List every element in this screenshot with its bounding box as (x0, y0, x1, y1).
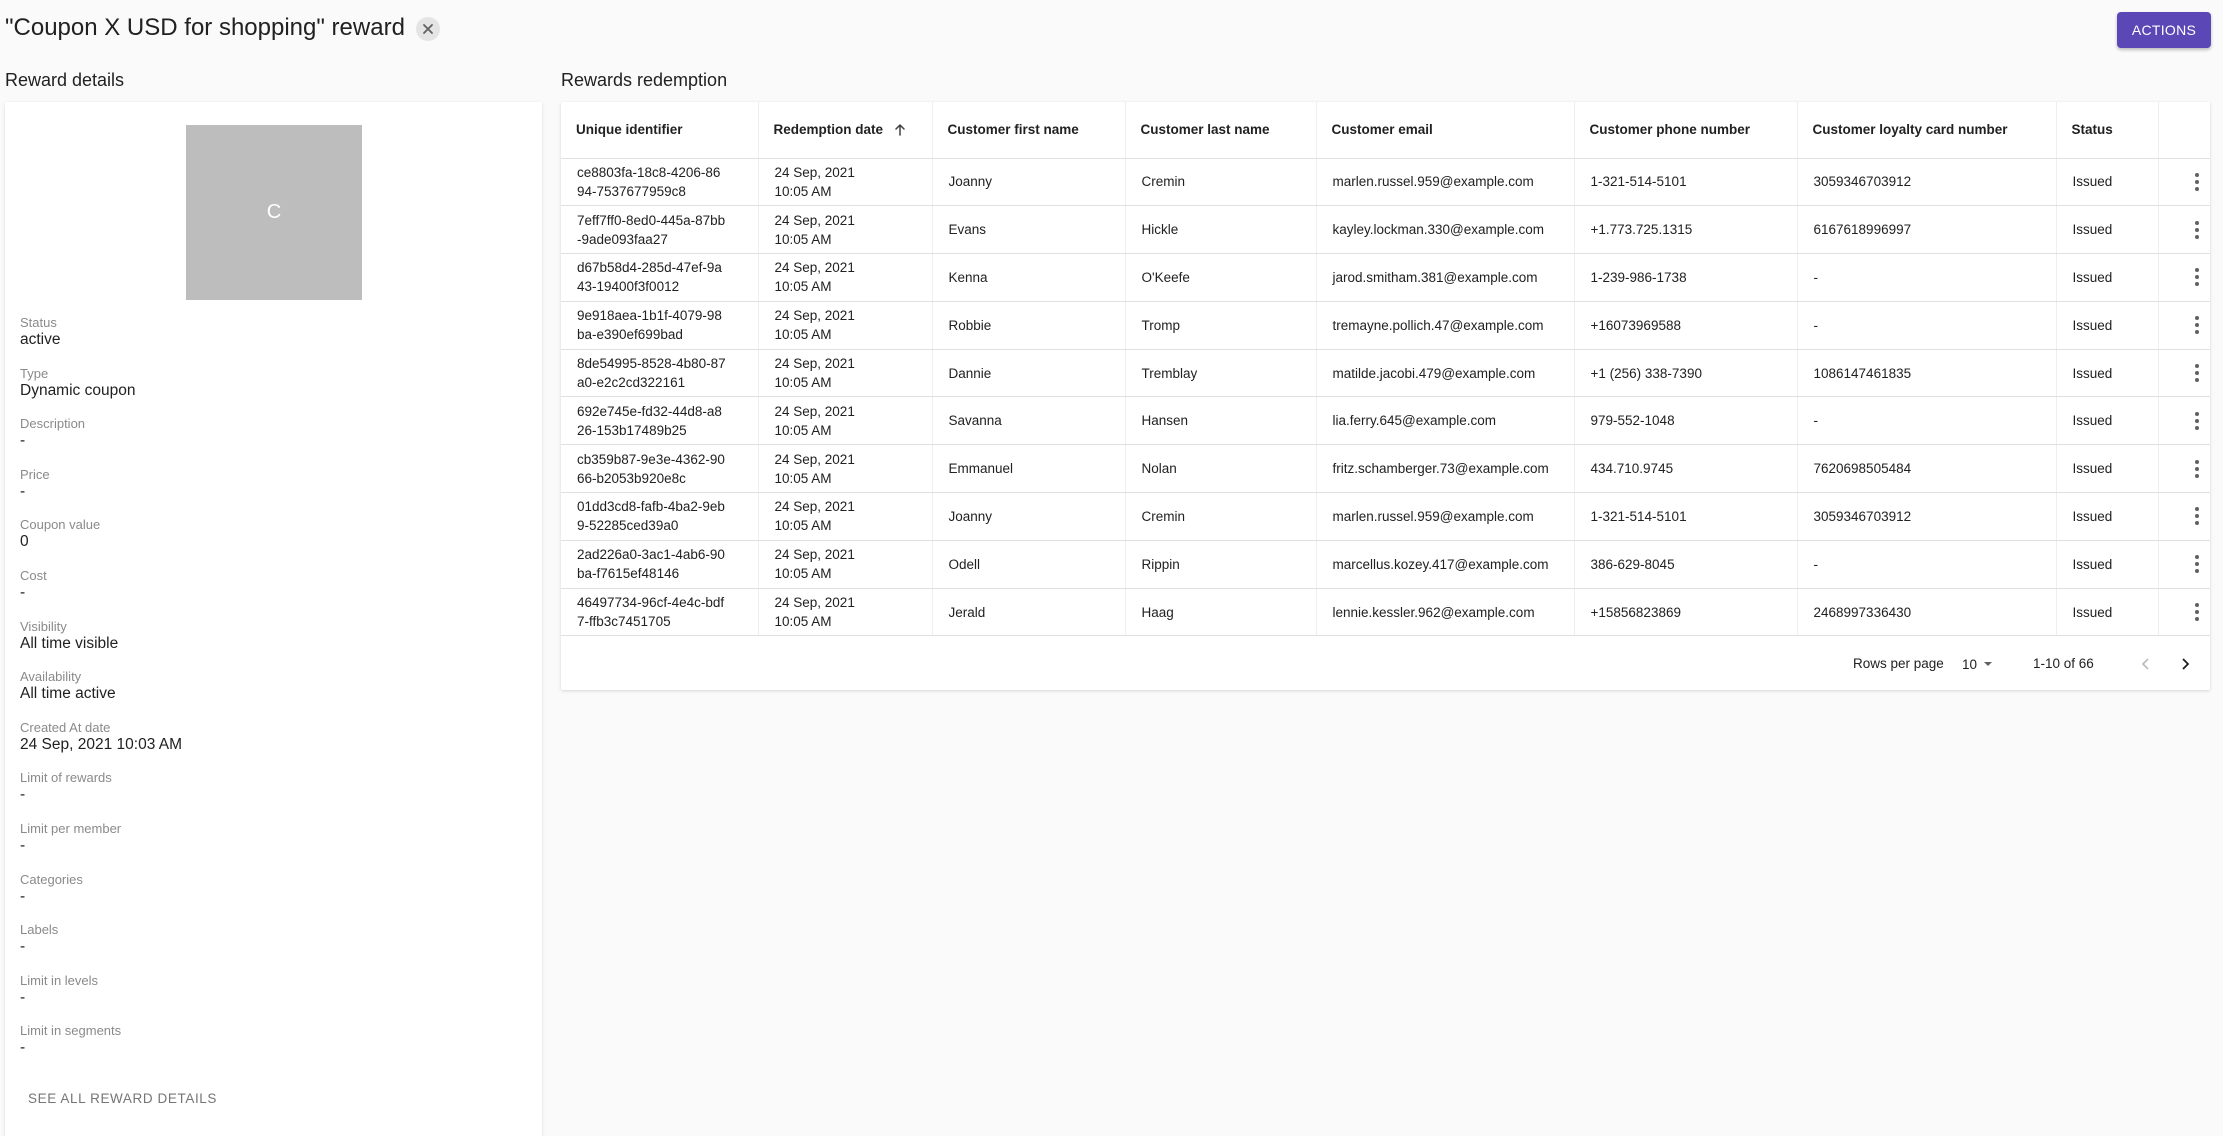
cell-row-actions (2158, 493, 2210, 541)
kebab-dot (2195, 371, 2199, 375)
cell-loyalty-card: - (1797, 254, 2056, 302)
cell-loyalty-card: 2468997336430 (1797, 588, 2056, 636)
cell-first-name: Emmanuel (932, 445, 1125, 493)
kebab-dot (2195, 282, 2199, 286)
detail-label: Coupon value (20, 517, 101, 533)
cell-phone: 434.710.9745 (1574, 445, 1797, 493)
detail-value: - (20, 1039, 26, 1057)
rewards-redemption-table-card (561, 102, 2210, 690)
cell-redemption-date: 24 Sep, 2021 10:05 AM (758, 206, 932, 254)
cell-phone: +15856823869 (1574, 588, 1797, 636)
cell-status: Issued (2056, 254, 2158, 302)
cell-email: fritz.schamberger.73@example.com (1316, 445, 1574, 493)
kebab-dot (2195, 419, 2199, 423)
more-vert-icon[interactable] (2185, 600, 2209, 624)
cell-row-actions (2158, 206, 2210, 254)
cell-phone: +1 (256) 338-7390 (1574, 349, 1797, 397)
detail-value: Dynamic coupon (20, 381, 136, 399)
cell-first-name: Robbie (932, 301, 1125, 349)
detail-label: Visibility (20, 618, 67, 634)
cell-loyalty-card: 6167618996997 (1797, 206, 2056, 254)
cell-row-actions (2158, 158, 2210, 206)
rows-per-page-value: 10 (1962, 656, 1978, 672)
table-row[interactable] (561, 445, 2210, 493)
close-icon (422, 23, 434, 35)
cell-status: Issued (2056, 158, 2158, 206)
avatar-letter: C (266, 201, 282, 223)
cell-row-actions (2158, 397, 2210, 445)
column-header-unique-identifier[interactable]: Unique identifier (561, 102, 758, 158)
detail-label: Cost (20, 567, 47, 583)
table-row[interactable] (561, 349, 2210, 397)
rewards-redemption-table (561, 102, 2210, 636)
cell-row-actions (2158, 588, 2210, 636)
column-header-label: Redemption date (773, 122, 884, 138)
cell-last-name: Nolan (1125, 445, 1316, 493)
cell-redemption-date: 24 Sep, 2021 10:05 AM (758, 493, 932, 541)
kebab-dot (2195, 514, 2199, 518)
kebab-dot (2195, 235, 2199, 239)
column-header-phone[interactable]: Customer phone number (1574, 102, 1797, 158)
cell-last-name: Rippin (1125, 540, 1316, 588)
detail-value: active (20, 331, 61, 348)
cell-redemption-date: 24 Sep, 2021 10:05 AM (758, 588, 932, 636)
more-vert-icon[interactable] (2185, 457, 2209, 481)
table-row[interactable] (561, 206, 2210, 254)
more-vert-icon[interactable] (2185, 504, 2209, 528)
detail-item (20, 467, 520, 518)
detail-item (20, 517, 520, 568)
cell-last-name: O'Keefe (1125, 254, 1316, 302)
detail-label: Type (20, 365, 49, 381)
cell-first-name: Jerald (932, 588, 1125, 636)
detail-label: Availability (20, 669, 82, 685)
kebab-dot (2195, 412, 2199, 416)
detail-item (20, 720, 520, 771)
table-row[interactable] (561, 493, 2210, 541)
cell-email: lia.ferry.645@example.com (1316, 397, 1574, 445)
table-row[interactable] (561, 158, 2210, 206)
kebab-dot (2195, 187, 2199, 191)
kebab-dot (2195, 330, 2199, 334)
cell-status: Issued (2056, 301, 2158, 349)
table-row[interactable] (561, 540, 2210, 588)
cell-status: Issued (2056, 493, 2158, 541)
detail-item (20, 1023, 520, 1074)
more-vert-icon[interactable] (2185, 313, 2209, 337)
reward-avatar (186, 125, 362, 300)
detail-item (20, 366, 520, 417)
cell-phone: +1.773.725.1315 (1574, 206, 1797, 254)
detail-value: All time visible (20, 634, 119, 652)
detail-item (20, 973, 520, 1024)
detail-value: 0 (20, 533, 29, 551)
detail-item (20, 619, 520, 670)
detail-item (20, 821, 520, 872)
column-header-last-name[interactable]: Customer last name (1125, 102, 1316, 158)
cell-unique-identifier: 46497734-96cf-4e4c-bdf7-ffb3c7451705 (561, 588, 758, 636)
kebab-dot (2195, 323, 2199, 327)
chevron-right-icon (2178, 657, 2192, 671)
detail-value: - (20, 583, 26, 601)
kebab-dot (2195, 268, 2199, 272)
cell-unique-identifier: 01dd3cd8-fafb-4ba2-9eb9-52285ced39a0 (561, 493, 758, 541)
cell-first-name: Evans (932, 206, 1125, 254)
page-title: "Coupon X USD for shopping" reward (5, 14, 405, 41)
kebab-dot (2195, 426, 2199, 430)
table-row[interactable] (561, 301, 2210, 349)
cell-email: tremayne.pollich.47@example.com (1316, 301, 1574, 349)
cell-last-name: Hansen (1125, 397, 1316, 445)
detail-item (20, 872, 520, 923)
kebab-dot (2195, 569, 2199, 573)
cell-redemption-date: 24 Sep, 2021 10:05 AM (758, 301, 932, 349)
column-header-redemption-date[interactable] (758, 102, 932, 158)
cell-first-name: Dannie (932, 349, 1125, 397)
cell-email: marlen.russel.959@example.com (1316, 158, 1574, 206)
cell-email: jarod.smitham.381@example.com (1316, 254, 1574, 302)
detail-label: Categories (20, 871, 83, 887)
cell-first-name: Kenna (932, 254, 1125, 302)
cell-email: kayley.lockman.330@example.com (1316, 206, 1574, 254)
more-vert-icon[interactable] (2185, 409, 2209, 433)
cell-first-name: Odell (932, 540, 1125, 588)
cell-status: Issued (2056, 349, 2158, 397)
kebab-dot (2195, 521, 2199, 525)
cell-last-name: Tromp (1125, 301, 1316, 349)
detail-label: Limit in segments (20, 1023, 122, 1039)
cell-loyalty-card: 3059346703912 (1797, 493, 2056, 541)
cell-last-name: Tremblay (1125, 349, 1316, 397)
cell-last-name: Cremin (1125, 493, 1316, 541)
table-header-row (561, 102, 2210, 158)
cell-redemption-date: 24 Sep, 2021 10:05 AM (758, 349, 932, 397)
cell-first-name: Joanny (932, 158, 1125, 206)
kebab-dot (2195, 378, 2199, 382)
cell-unique-identifier: ce8803fa-18c8-4206-8694-7537677959c8 (561, 158, 758, 206)
detail-value: - (20, 432, 26, 450)
cell-unique-identifier: 692e745e-fd32-44d8-a826-153b17489b25 (561, 397, 758, 445)
cell-phone: 386-629-8045 (1574, 540, 1797, 588)
kebab-dot (2195, 474, 2199, 478)
detail-label: Status (20, 315, 57, 330)
cell-last-name: Haag (1125, 588, 1316, 636)
rows-per-page-label: Rows per page (1853, 656, 1944, 671)
kebab-dot (2195, 603, 2199, 607)
detail-value: - (20, 836, 26, 854)
kebab-dot (2195, 221, 2199, 225)
table-pagination (561, 638, 2210, 690)
cell-phone: 1-321-514-5101 (1574, 493, 1797, 541)
cell-row-actions (2158, 254, 2210, 302)
more-vert-icon[interactable] (2185, 218, 2209, 242)
kebab-dot (2195, 562, 2199, 566)
detail-label: Limit in levels (20, 972, 99, 988)
detail-label: Created At date (20, 719, 111, 735)
detail-label: Limit per member (20, 820, 122, 836)
cell-status: Issued (2056, 540, 2158, 588)
table-row[interactable] (561, 397, 2210, 445)
next-page-button[interactable] (2171, 650, 2199, 678)
kebab-dot (2195, 617, 2199, 621)
cell-row-actions (2158, 349, 2210, 397)
cell-redemption-date: 24 Sep, 2021 10:05 AM (758, 254, 932, 302)
detail-item (20, 770, 520, 821)
kebab-dot (2195, 460, 2199, 464)
cell-status: Issued (2056, 445, 2158, 493)
previous-page-button[interactable] (2132, 650, 2160, 678)
actions-button[interactable]: ACTIONS (2117, 12, 2211, 48)
column-header-first-name[interactable]: Customer first name (932, 102, 1125, 158)
column-header-actions (2158, 102, 2210, 158)
detail-item (20, 315, 520, 366)
detail-item (20, 568, 520, 619)
kebab-dot (2195, 364, 2199, 368)
kebab-dot (2195, 173, 2199, 177)
more-vert-icon[interactable] (2185, 552, 2209, 576)
detail-item (20, 922, 520, 973)
cell-loyalty-card: 1086147461835 (1797, 349, 2056, 397)
detail-label: Description (20, 416, 86, 432)
kebab-dot (2195, 228, 2199, 232)
table-row[interactable] (561, 588, 2210, 636)
reward-details-list (20, 315, 520, 1074)
cell-row-actions (2158, 445, 2210, 493)
detail-value: - (20, 938, 26, 956)
pagination-range: 1-10 of 66 (2033, 656, 2094, 671)
more-vert-icon[interactable] (2185, 361, 2209, 385)
cell-unique-identifier: d67b58d4-285d-47ef-9a43-19400f3f0012 (561, 254, 758, 302)
rows-per-page-select[interactable] (1962, 652, 1993, 676)
cell-status: Issued (2056, 397, 2158, 445)
cell-phone: 979-552-1048 (1574, 397, 1797, 445)
cell-email: matilde.jacobi.479@example.com (1316, 349, 1574, 397)
cell-first-name: Savanna (932, 397, 1125, 445)
cell-redemption-date: 24 Sep, 2021 10:05 AM (758, 445, 932, 493)
detail-value: - (20, 988, 26, 1006)
cell-unique-identifier: cb359b87-9e3e-4362-9066-b2053b920e8c (561, 445, 758, 493)
cell-email: marlen.russel.959@example.com (1316, 493, 1574, 541)
cell-unique-identifier: 2ad226a0-3ac1-4ab6-90ba-f7615ef48146 (561, 540, 758, 588)
detail-label: Price (20, 466, 50, 482)
column-header-loyalty-card[interactable]: Customer loyalty card number (1797, 102, 2056, 158)
kebab-dot (2195, 555, 2199, 559)
detail-value: - (20, 482, 26, 500)
cell-row-actions (2158, 301, 2210, 349)
reward-details-heading: Reward details (5, 70, 125, 90)
close-button[interactable] (416, 17, 440, 41)
cell-loyalty-card: - (1797, 397, 2056, 445)
cell-loyalty-card: - (1797, 540, 2056, 588)
cell-last-name: Cremin (1125, 158, 1316, 206)
cell-row-actions (2158, 540, 2210, 588)
cell-unique-identifier: 8de54995-8528-4b80-87a0-e2c2cd322161 (561, 349, 758, 397)
table-row[interactable] (561, 254, 2210, 302)
cell-redemption-date: 24 Sep, 2021 10:05 AM (758, 397, 932, 445)
cell-last-name: Hickle (1125, 206, 1316, 254)
cell-redemption-date: 24 Sep, 2021 10:05 AM (758, 540, 932, 588)
cell-loyalty-card: 3059346703912 (1797, 158, 2056, 206)
cell-loyalty-card: 7620698505484 (1797, 445, 2056, 493)
page-header (0, 0, 2223, 60)
cell-loyalty-card: - (1797, 301, 2056, 349)
rewards-redemption-heading: Rewards redemption (561, 70, 728, 90)
caret-down-icon (1983, 659, 1993, 669)
cell-phone: +16073969588 (1574, 301, 1797, 349)
detail-value: All time active (20, 685, 116, 703)
detail-label: Labels (20, 922, 59, 938)
cell-email: marcellus.kozey.417@example.com (1316, 540, 1574, 588)
detail-value: - (20, 786, 26, 804)
arrow-up-icon[interactable] (893, 123, 907, 137)
cell-status: Issued (2056, 206, 2158, 254)
cell-unique-identifier: 9e918aea-1b1f-4079-98ba-e390ef699bad (561, 301, 758, 349)
kebab-dot (2195, 467, 2199, 471)
more-vert-icon[interactable] (2185, 265, 2209, 289)
cell-phone: 1-321-514-5101 (1574, 158, 1797, 206)
cell-first-name: Joanny (932, 493, 1125, 541)
detail-item (20, 669, 520, 720)
cell-redemption-date: 24 Sep, 2021 10:05 AM (758, 158, 932, 206)
detail-value: - (20, 887, 26, 905)
kebab-dot (2195, 180, 2199, 184)
cell-phone: 1-239-986-1738 (1574, 254, 1797, 302)
see-all-reward-details-link[interactable]: SEE ALL REWARD DETAILS (28, 1091, 218, 1106)
kebab-dot (2195, 316, 2199, 320)
column-header-email[interactable]: Customer email (1316, 102, 1574, 158)
detail-label: Limit of rewards (20, 770, 112, 786)
cell-status: Issued (2056, 588, 2158, 636)
more-vert-icon[interactable] (2185, 170, 2209, 194)
detail-item (20, 416, 520, 467)
chevron-left-icon (2139, 657, 2153, 671)
cell-unique-identifier: 7eff7ff0-8ed0-445a-87bb-9ade093faa27 (561, 206, 758, 254)
kebab-dot (2195, 507, 2199, 511)
detail-value: 24 Sep, 2021 10:03 AM (20, 735, 183, 753)
reward-details-panel (5, 102, 542, 1136)
column-header-status[interactable]: Status (2056, 102, 2158, 158)
kebab-dot (2195, 275, 2199, 279)
kebab-dot (2195, 610, 2199, 614)
cell-email: lennie.kessler.962@example.com (1316, 588, 1574, 636)
